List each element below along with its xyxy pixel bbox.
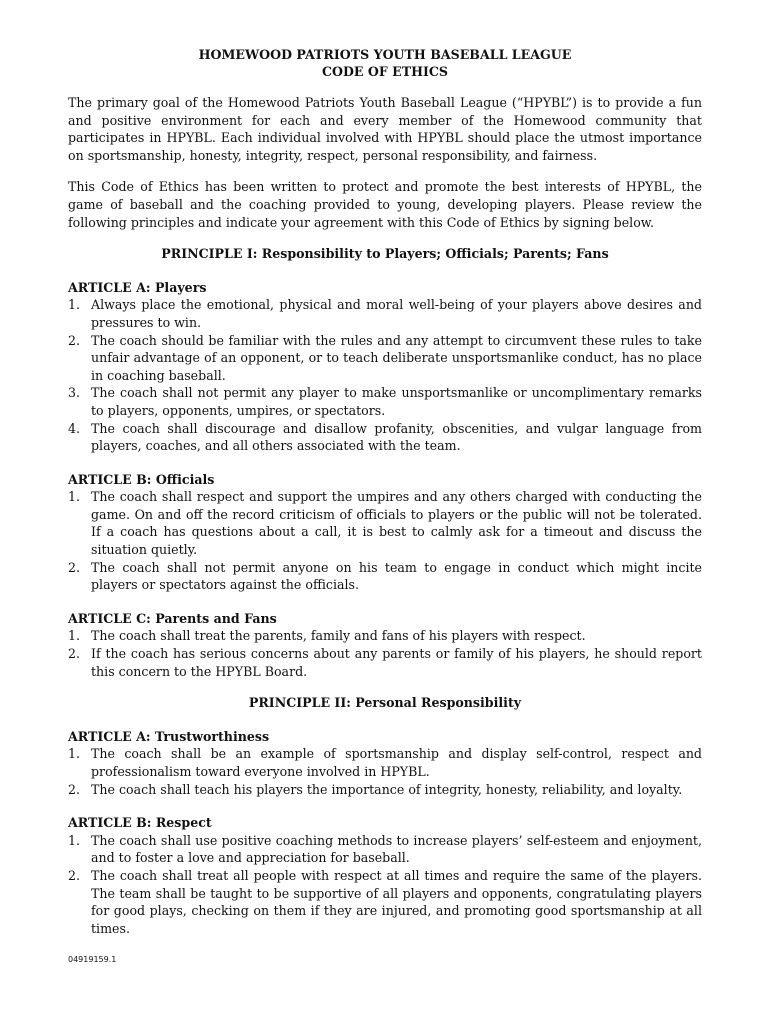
- list-item: 2. If the coach has serious concerns about any parents or family of his players, he should report this concern to the HPYBL Board.: [68, 646, 702, 679]
- document-id: 04919159.1: [68, 955, 117, 964]
- list-item: 2. The coach shall treat all people with respect at all times and require the same of the players. The team shall be taught to be supportive of all players and opponents, congratulating players for good plays, checking on them if they are injured, and promoting good sportsmanship at all times.: [68, 867, 702, 936]
- article-c-parents-list: [68, 627, 702, 680]
- article-a-trustworthiness-heading: ARTICLE A: Trustworthiness: [68, 728, 270, 744]
- article-a-players-heading: ARTICLE A: Players: [68, 279, 207, 295]
- list-item: 2. The coach should be familiar with the rules and any attempt to circumvent these rules to take unfair advantage of an opponent, or to teach deliberate unsportsmanlike conduct, has no place in coaching baseball.: [68, 332, 702, 383]
- principle-2-heading: PRINCIPLE II: Personal Responsibility: [248, 695, 522, 711]
- article-b-respect-list: [68, 832, 702, 938]
- list-item: 1. The coach shall be an example of sportsmanship and display self-control, respect and professionalism toward everyone involved in HPYBL.: [68, 746, 702, 779]
- article-b-officials-heading: ARTICLE B: Officials: [68, 471, 215, 487]
- intro-paragraph-1: The primary goal of the Homewood Patriots Youth Baseball League (“HPYBL”) is to provide a fun and positive environment for each and every member of the Homewood community that participates in HPYBL. Each individual involved with HPYBL should place the utmost importance on sportsmanship, honesty, integrity, respect, personal responsibility, and fairness.: [68, 95, 702, 163]
- intro-paragraph-2: This Code of Ethics has been written to protect and promote the best interests of HPYBL, the game of baseball and the coaching provided to young, developing players. Please review the following principles and indicate your agreement with this Code of Ethics by signing below.: [68, 179, 702, 230]
- principle-1-heading: PRINCIPLE I: Responsibility to Players; Officials; Parents; Fans: [161, 246, 609, 262]
- document-title: [68, 46, 702, 80]
- list-item: 2. The coach shall not permit anyone on his team to engage in conduct which might incite players or spectators against the officials.: [68, 559, 702, 593]
- list-item: 4. The coach shall discourage and disallow profanity, obscenities, and vulgar language from players, coaches, and all others associated with the team.: [68, 420, 702, 454]
- article-c-parents-heading: ARTICLE C: Parents and Fans: [68, 610, 277, 626]
- list-item: 1. The coach shall respect and support the umpires and any others charged with conducting the game. On and off the record criticism of officials to players or the public will not be tolerated. If a coach has questions about a call, it is best to calmly ask for a timeout and discuss the situation quietly.: [68, 489, 702, 558]
- list-item: 2. The coach shall teach his players the importance of integrity, honesty, reliability, and loyalty.: [68, 781, 683, 797]
- list-item: 1. The coach shall use positive coaching methods to increase players’ self-esteem and enjoyment, and to foster a love and appreciation for baseball.: [68, 832, 702, 866]
- article-b-respect-heading: ARTICLE B: Respect: [68, 815, 212, 831]
- article-a-players-list: [68, 296, 702, 454]
- article-a-trustworthiness-list: [68, 745, 702, 798]
- list-item: 1. Always place the emotional, physical and moral well-being of your players above desires and pressures to win.: [68, 297, 702, 330]
- title-line-1: HOMEWOOD PATRIOTS YOUTH BASEBALL LEAGUE: [198, 47, 572, 62]
- list-item: 3. The coach shall not permit any player to make unsportsmanlike or uncomplimentary remarks to players, opponents, umpires, or spectators.: [68, 385, 702, 418]
- list-item: 1. The coach shall treat the parents, family and fans of his players with respect.: [68, 628, 586, 644]
- title-line-2: CODE OF ETHICS: [321, 64, 449, 79]
- article-b-officials-list: [68, 488, 702, 594]
